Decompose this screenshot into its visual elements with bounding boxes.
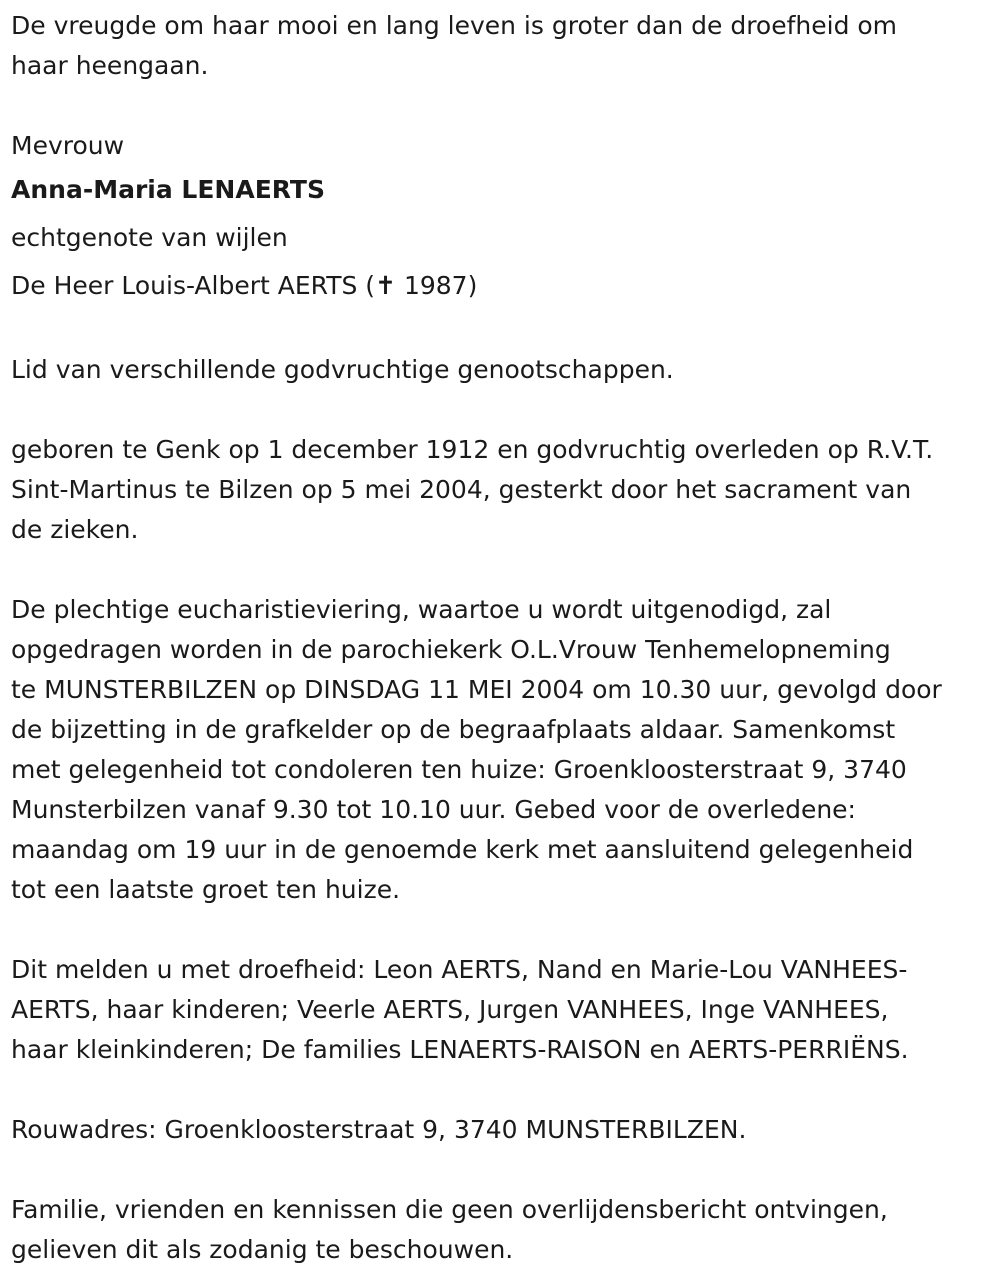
title-prefix: Mevrouw — [11, 131, 125, 160]
membership-paragraph — [11, 350, 989, 390]
birth-death-line: Sint-Martinus te Bilzen op 5 mei 2004, gesterkt door het sacrament van — [11, 475, 912, 504]
ceremony-line: te MUNSTERBILZEN op DINSDAG 11 MEI 2004 om 10.30 uur, gevolgd door — [11, 675, 942, 704]
intro-paragraph — [11, 6, 989, 86]
spouse-line — [11, 262, 989, 310]
ceremony-line: tot een laatste groet ten huize. — [11, 875, 401, 904]
ceremony-line: de bijzetting in de grafkelder op de begraafplaats aldaar. Samenkomst — [11, 715, 896, 744]
intro-line: De vreugde om haar mooi en lang leven is groter dan de droefheid om — [11, 11, 898, 40]
announcement-line: Dit melden u met droefheid: Leon AERTS, Nand en Marie-Lou VANHEES- — [11, 955, 908, 984]
membership-line: Lid van verschillende godvruchtige genootschappen. — [11, 355, 674, 384]
spacer — [11, 1070, 989, 1110]
ceremony-line: maandag om 19 uur in de genoemde kerk met aansluitend gelegenheid — [11, 835, 914, 864]
ceremony-line: De plechtige eucharistieviering, waartoe u wordt uitgenodigd, zal — [11, 595, 832, 624]
address-paragraph — [11, 1110, 989, 1150]
ceremony-line: met gelegenheid tot condoleren ten huize: Groenkloosterstraat 9, 3740 — [11, 755, 907, 784]
birth-death-paragraph — [11, 430, 989, 550]
cross-icon: ✝ — [375, 271, 397, 300]
spacer — [11, 86, 989, 126]
spacer — [11, 390, 989, 430]
relation-text: echtgenote van wijlen — [11, 223, 288, 252]
birth-death-line: geboren te Genk op 1 december 1912 en godvruchtig overleden op R.V.T. — [11, 435, 934, 464]
spacer — [11, 1150, 989, 1190]
deceased-name: Anna-Maria LENAERTS — [11, 175, 325, 204]
spacer — [11, 310, 989, 350]
ceremony-line: opgedragen worden in de parochiekerk O.L.Vrouw Tenhemelopneming — [11, 635, 891, 664]
deceased-block — [11, 126, 989, 310]
closing-line: gelieven dit als zodanig te beschouwen. — [11, 1235, 514, 1264]
birth-death-line: de zieken. — [11, 515, 139, 544]
address-line: Rouwadres: Groenkloosterstraat 9, 3740 MUNSTERBILZEN. — [11, 1115, 747, 1144]
spacer — [11, 550, 989, 590]
announcement-paragraph — [11, 950, 989, 1070]
announcement-line: AERTS, haar kinderen; Veerle AERTS, Jurgen VANHEES, Inge VANHEES, — [11, 995, 889, 1024]
spouse-suffix: 1987) — [403, 271, 478, 300]
intro-line: haar heengaan. — [11, 51, 209, 80]
spouse-prefix: De Heer Louis-Albert AERTS ( — [11, 271, 376, 300]
spacer — [11, 910, 989, 950]
closing-paragraph — [11, 1190, 989, 1270]
closing-line: Familie, vrienden en kennissen die geen overlijdensbericht ontvingen, — [11, 1195, 888, 1224]
ceremony-paragraph — [11, 590, 989, 910]
ceremony-line: Munsterbilzen vanaf 9.30 tot 10.10 uur. Gebed voor de overledene: — [11, 795, 856, 824]
announcement-line: haar kleinkinderen; De families LENAERTS-RAISON en AERTS-PERRIËNS. — [11, 1035, 909, 1064]
